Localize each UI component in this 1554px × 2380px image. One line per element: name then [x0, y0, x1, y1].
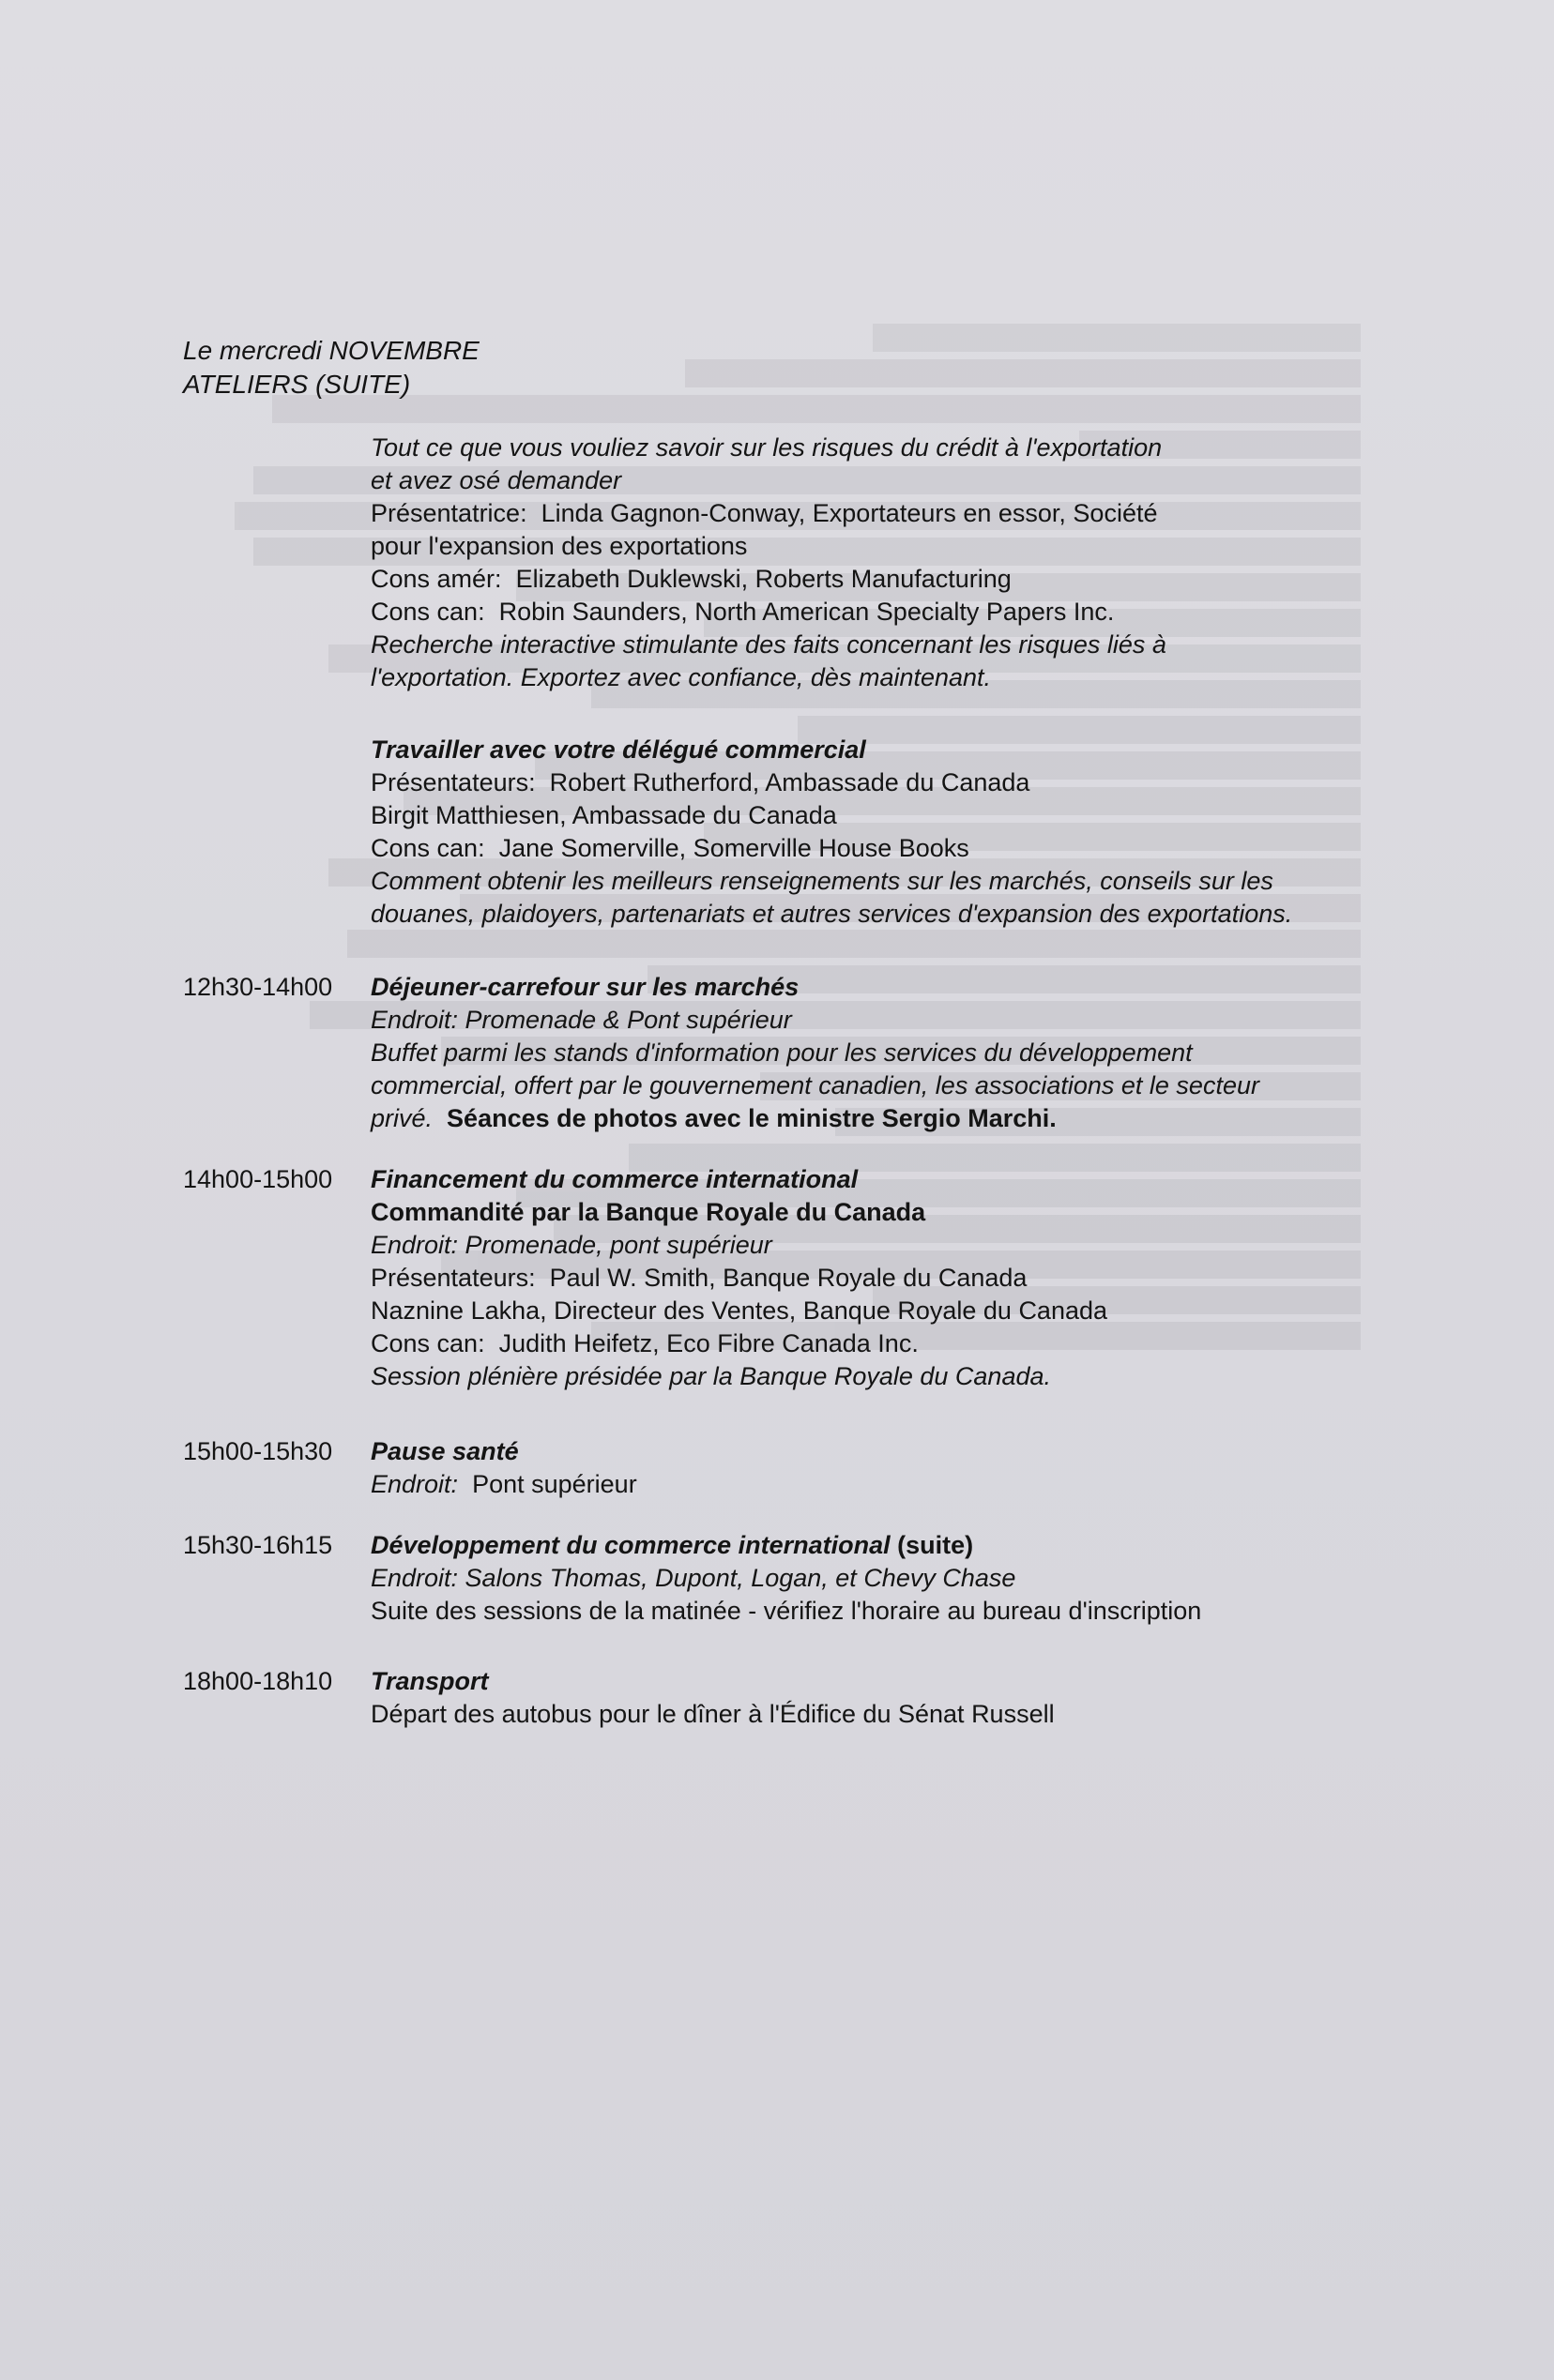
session-note: Session plénière présidée par la Banque Royale du Canada.: [371, 1362, 1051, 1390]
presenter-line: Présentateurs: Paul W. Smith, Banque Royale du Canada: [371, 1264, 1028, 1292]
session-location: Endroit: Promenade, pont supérieur: [371, 1231, 772, 1259]
workshop-description: Recherche interactive stimulante des faits concernant les risques liés à: [371, 630, 1166, 659]
consultant-line: Cons amér: Elizabeth Duklewski, Roberts Manufacturing: [371, 565, 1012, 593]
session-title: Transport: [371, 1667, 489, 1695]
consultant-line: Cons can: Robin Saunders, North American Specialty Papers Inc.: [371, 598, 1115, 626]
workshop-title: Travailler avec votre délégué commercial: [371, 735, 866, 764]
consultant-line: Cons can: Judith Heifetz, Eco Fibre Canada Inc.: [371, 1329, 919, 1357]
presenter-line: Birgit Matthiesen, Ambassade du Canada: [371, 801, 837, 829]
session-description: Suite des sessions de la matinée - vérifiez l'horaire au bureau d'inscription: [371, 1597, 1202, 1625]
session-title: Financement du commerce international: [371, 1165, 859, 1193]
presenter-line: pour l'expansion des exportations: [371, 532, 748, 560]
workshop-description: Comment obtenir les meilleurs renseignements sur les marchés, conseils sur les: [371, 867, 1273, 895]
session-description: privé. Séances de photos avec le ministre Sergio Marchi.: [371, 1104, 1057, 1132]
header-section: ATELIERS (SUITE): [183, 370, 411, 399]
session-description: Buffet parmi les stands d'information pour les services du développement: [371, 1038, 1193, 1067]
time-slot: 12h30-14h00: [183, 973, 333, 1001]
time-slot: 18h00-18h10: [183, 1667, 333, 1695]
presenter-line: Présentateurs: Robert Rutherford, Ambassade du Canada: [371, 768, 1030, 796]
workshop-title: et avez osé demander: [371, 466, 622, 494]
session-title: Déjeuner-carrefour sur les marchés: [371, 973, 800, 1001]
time-slot: 14h00-15h00: [183, 1165, 333, 1193]
presenter-line: Présentatrice: Linda Gagnon-Conway, Exportateurs en essor, Société: [371, 499, 1158, 527]
time-slot: 15h30-16h15: [183, 1531, 333, 1559]
consultant-line: Cons can: Jane Somerville, Somerville House Books: [371, 834, 969, 862]
session-location: Endroit: Promenade & Pont supérieur: [371, 1006, 792, 1034]
page-header: [183, 334, 480, 402]
presenter-line: Naznine Lakha, Directeur des Ventes, Banque Royale du Canada: [371, 1296, 1108, 1325]
header-date: Le mercredi NOVEMBRE: [183, 336, 480, 365]
session-description: Départ des autobus pour le dîner à l'Édifice du Sénat Russell: [371, 1700, 1055, 1728]
workshop-title: Tout ce que vous vouliez savoir sur les risques du crédit à l'exportation: [371, 433, 1163, 462]
session-location: Endroit: Pont supérieur: [371, 1470, 637, 1498]
session-title: Pause santé: [371, 1437, 519, 1465]
workshop-description: l'exportation. Exportez avec confiance, dès maintenant.: [371, 663, 992, 691]
session-description: commercial, offert par le gouvernement canadien, les associations et le secteur: [371, 1071, 1259, 1099]
session-title: Développement du commerce international (suite): [371, 1531, 974, 1559]
session-sponsor: Commandité par la Banque Royale du Canada: [371, 1198, 926, 1226]
time-slot: 15h00-15h30: [183, 1437, 333, 1465]
session-location: Endroit: Salons Thomas, Dupont, Logan, et Chevy Chase: [371, 1564, 1016, 1592]
workshop-description: douanes, plaidoyers, partenariats et autres services d'expansion des exportations.: [371, 900, 1293, 928]
